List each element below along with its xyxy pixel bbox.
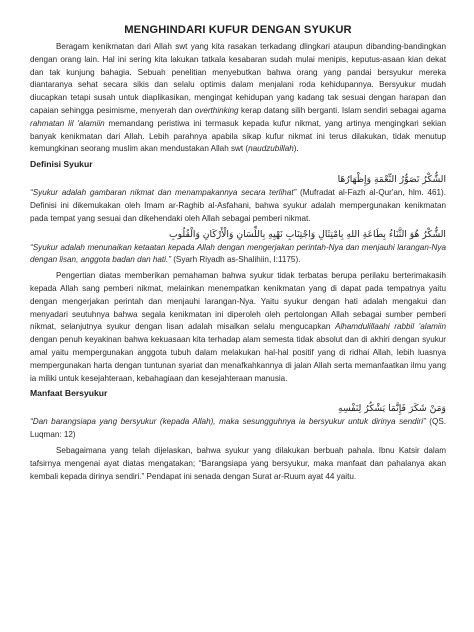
document-title: MENGHINDARI KUFUR DENGAN SYUKUR bbox=[124, 24, 352, 36]
intro-text-3: memandang peristiwa ini termasuk kepada kufur nikmat, yang artinya mengingkari sekian banyak kenikmatan dari Allah. Lebih parahnya apabila sikap kufur nikmat ini terus dilakukan, tidak menutup kemungkinan seorang muslim akan mendustakan Allah swt ( bbox=[30, 118, 446, 154]
manfaat-quote: “Dan barangsiapa yang bersyukur (kepada Allah), maka sesungguhnya ia bersyukur untuk dirinya sendiri” bbox=[30, 417, 426, 427]
intro-overthinking: overthinking bbox=[194, 105, 239, 115]
intro-close: ). bbox=[293, 144, 299, 154]
definisi-source-2: (Syarh Riyadh as-Shalihiin, I:1175). bbox=[170, 255, 301, 265]
intro-text-2: kerap datang silih berganti. Islam sendiri sebagai agama bbox=[238, 105, 447, 115]
intro-text-1: Beragam kenikmatan dari Allah swt yang kita rasakan terkadang dlingkari ataupun dibanding-bandingkan dengan orang lain. Hal ini sering kita lakukan tatkala kesabaran sudah mulai menipis, keputus-asaan kian dekat dan tak kunjung bahagia. Sebuah penelitian menyebutkan bahwa orang yang pandai bersyukur mereka diantaranya sehat secara sikis dan selalu optimis dalam menjalani roda kehidupannya. Bersyukur mudah diucapkan tetapi susah untuk diaplikasikan, mengingat kehidupan yang kadang tak sesuai dengan harapan dan capaian sehingga pesimisme, menyerah dan bbox=[30, 42, 446, 115]
arabic-quote-3: وَمَنْ شَكَرَ فَإِنَّمَا يَشْكُرُ لِنَفْسِهِ bbox=[338, 403, 446, 415]
pengertian-text-1: Pengertian diatas memberikan pemahaman bahwa syukur tidak terbatas berupa perilaku berterimakasih kepada Allah sang pemberi nikmat, melainkan menempatkan kenikmatan yang di dapat pada tempatnya yaitu dengan mengerjakan perintah dan menjauhi larangan-Nya. Yaitu syukur dengan hati adalah mengakui dan menyadari seutuhnya bahwa segala kenikmatan ini diperoleh oleh pertolongan Allah sebagai sumber pemberi nikmat, selanjutnya syukur dengan lisan adalah misalkan selalu mengucapkan bbox=[30, 271, 446, 332]
intro-rahmatan: rahmatan lil 'alamiin bbox=[30, 118, 105, 128]
pengertian-paragraph bbox=[30, 270, 446, 385]
intro-paragraph bbox=[30, 41, 446, 156]
manfaat-heading: Manfaat Bersyukur bbox=[30, 388, 108, 399]
manfaat-paragraph: Sebagaimana yang telah dijelaskan, bahwa syukur yang dilakukan berbuah pahala. Ibnu Katsir dalam tafsirnya mengenai ayat diatas mengatakan; “Barangsiapa yang bersyukur, maka manfaat dan pahalanya akan kembali kepada dirinya sendiri.” Pendapat ini senada dengan Surat ar-Ruum ayat 44 yaitu. bbox=[30, 445, 446, 481]
intro-naudzubillah: naudzubillah bbox=[248, 144, 294, 154]
definisi-quote-2: “Syukur adalah menunaikan ketaatan kepada Allah dengan mengerjakan perintah-Nya dan menjauhi larangan-Nya dengan lisan, anggota badan dan hati.” bbox=[30, 242, 446, 265]
arabic-quote-2: الشُّكْرُ هُوَ الثَّنَاءُ بِطَاعَةِ اللهِ بِامْتِثَالِ وَاجْتِنَابِ نَهْيِهِ بِاللِّسَانِ وَالْأَرْكَانِ وَالْقُلُوبِ bbox=[169, 228, 446, 240]
manfaat-source: (QS. Luqman: 12) bbox=[30, 417, 446, 440]
pengertian-alhamdulillah: Alhamdulillaahi rabbil 'alamiin bbox=[335, 322, 447, 332]
pengertian-text-2: dengan penuh keyakinan bahwa kekuasaan kita terhadap alam semesta tidak absolut dan di akhiri dengan syukur amal yaitu mempergunakan anggota tubuh dalam melakukan hal-hal positif yang di ridhai Allah, lebih luasnya mempergunakan harta dengan tuntunan syariat dan menafkahkannya di jalan Allah serta memanfaatkan ilmu yang ia miliki untuk kesejahteraan, kebahagiaan dan kesejahteraan manusia. bbox=[30, 335, 446, 383]
arabic-quote-1: الشُّكْرُ تَصَوُّرُ النِّعْمَةِ وَإِظْهَارُهَا bbox=[337, 174, 446, 186]
manfaat-quote-paragraph bbox=[30, 416, 446, 442]
definisi-heading: Definisi Syukur bbox=[30, 159, 93, 170]
definisi-quote-1: “Syukur adalah gambaran nikmat dan menampakannya secara terlihat” bbox=[30, 188, 297, 198]
definisi-paragraph-1 bbox=[30, 187, 446, 225]
definisi-paragraph-2 bbox=[30, 242, 446, 268]
definisi-source-1: (Mufradat al-Fazh al-Qur'an, hlm. 461). Definisi ini dikemukakan oleh Imam ar-Raghib al-Asfahani, bahwa syukur adalah mempergunakan kenikmatan pada tempat yang sesuai dan dikehendaki oleh Allah sebagai pemberi nikmat. bbox=[30, 188, 447, 223]
